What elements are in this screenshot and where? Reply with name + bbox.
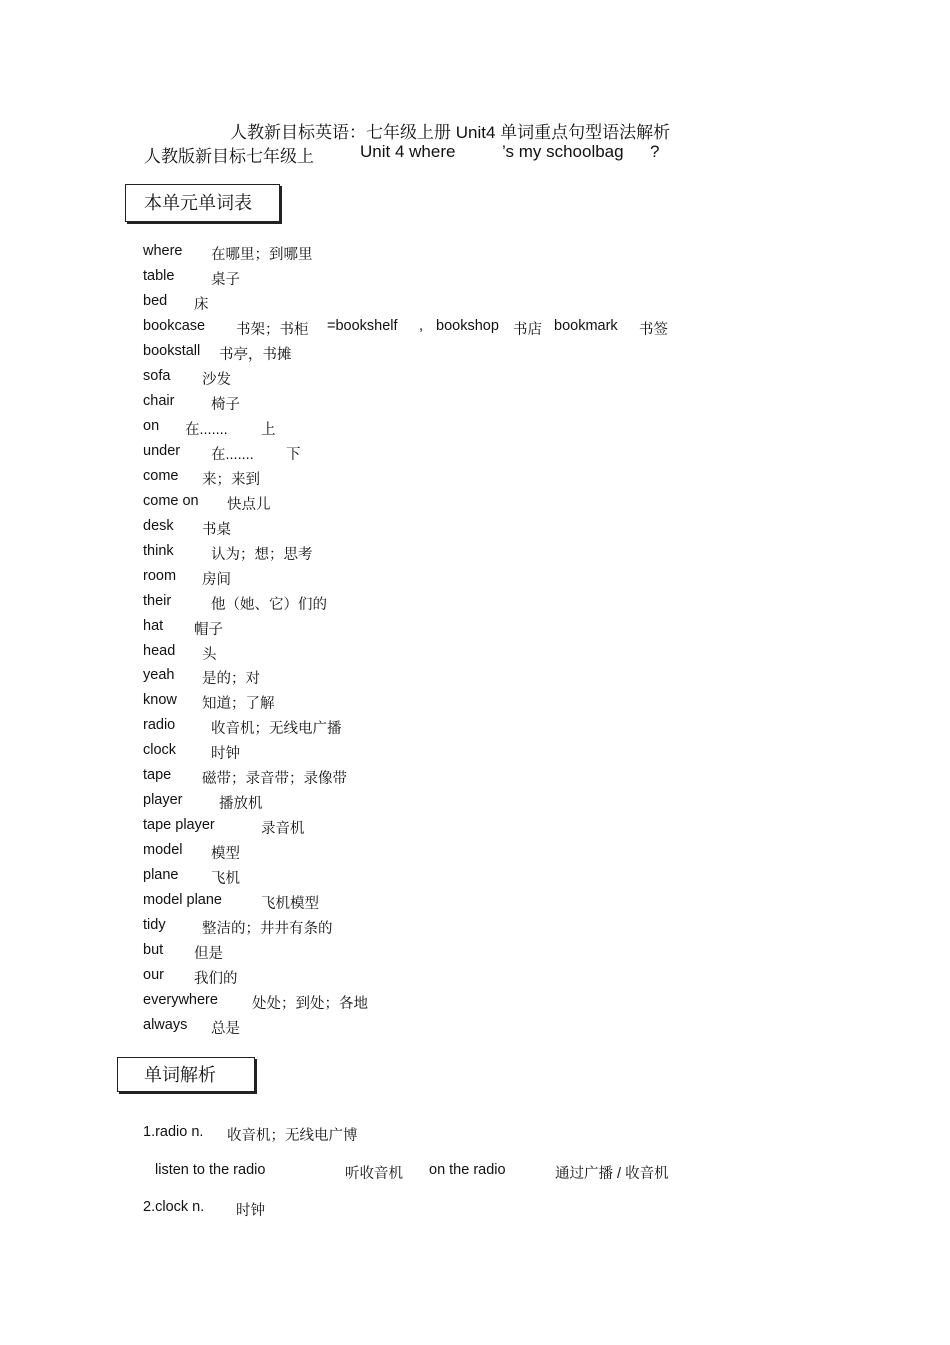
vocab-meaning: 认为；想；思考 xyxy=(211,546,313,563)
vocab-extra: , xyxy=(419,317,424,334)
vocab-word: their xyxy=(143,592,172,609)
vocab-word: head xyxy=(143,642,176,659)
vocab-meaning: 书亭，书摊 xyxy=(219,346,292,363)
vocab-meaning: 是的；对 xyxy=(202,671,260,688)
vocab-meaning: 房间 xyxy=(202,571,231,588)
vocab-meaning: 椅子 xyxy=(211,396,240,413)
vocab-word: player xyxy=(143,792,183,809)
phrase-meaning: 听收音机 xyxy=(345,1166,403,1182)
vocab-word: yeah xyxy=(143,667,175,684)
vocab-extra: 书签 xyxy=(639,321,668,338)
vocab-meaning: 飞机 xyxy=(211,871,240,888)
section-heading-vocab: 本单元单词表 xyxy=(125,184,280,222)
vocab-word: hat xyxy=(143,617,164,634)
vocab-word: radio xyxy=(143,717,176,734)
vocab-extra: bookshop xyxy=(436,317,499,334)
vocab-meaning: 在....... xyxy=(185,421,228,438)
vocab-meaning: 整洁的；井井有条的 xyxy=(202,921,333,938)
phrase-meaning: 通过广播 / 收音机 xyxy=(555,1166,669,1182)
analysis-meaning: 时钟 xyxy=(236,1203,265,1219)
vocab-word: our xyxy=(143,967,164,984)
subtitle-part-1: 人教版新目标七年级上 xyxy=(144,147,314,166)
analysis-head: 2.clock n. xyxy=(143,1199,205,1215)
vocab-word: where xyxy=(143,243,183,259)
vocab-word: bookstall xyxy=(143,342,201,359)
vocab-word: bookcase xyxy=(143,317,206,334)
vocab-word: tape xyxy=(143,767,172,784)
vocab-meaning-suffix: 下 xyxy=(286,446,301,463)
vocab-word: under xyxy=(143,442,181,459)
vocab-word: always xyxy=(143,1017,188,1034)
vocab-word: model xyxy=(143,842,183,859)
vocab-word: desk xyxy=(143,517,174,534)
page-title: 人教新目标英语：七年级上册 Unit4 单词重点句型语法解析 xyxy=(230,123,671,142)
vocab-word: know xyxy=(143,692,177,709)
vocab-meaning: 但是 xyxy=(194,946,223,963)
vocab-meaning: 收音机；无线电广播 xyxy=(211,721,342,738)
vocab-meaning: 知道；了解 xyxy=(202,696,275,713)
vocab-meaning: 录音机 xyxy=(261,821,305,838)
phrase-on-the-radio: on the radio xyxy=(429,1162,506,1178)
subtitle-part-3: ’s my schoolbag xyxy=(502,142,624,161)
vocab-meaning: 播放机 xyxy=(219,796,263,813)
vocab-meaning: 模型 xyxy=(211,846,240,863)
vocab-meaning: 快点儿 xyxy=(227,496,271,513)
subtitle-part-2: Unit 4 where xyxy=(360,142,456,161)
vocab-word: room xyxy=(143,567,177,584)
section-heading-analysis: 单词解析 xyxy=(117,1057,255,1092)
vocab-word: think xyxy=(143,542,174,559)
vocab-meaning: 沙发 xyxy=(202,371,231,388)
vocab-meaning: 在哪里；到哪里 xyxy=(211,247,313,263)
analysis-meaning: 收音机；无线电广博 xyxy=(227,1128,358,1144)
vocab-word: come on xyxy=(143,492,199,509)
analysis-head: 1.radio n. xyxy=(143,1124,204,1140)
vocab-meaning: 来；来到 xyxy=(202,471,260,488)
vocab-extra: bookmark xyxy=(554,317,618,334)
vocab-meaning: 书桌 xyxy=(202,521,231,538)
vocab-extra: =bookshelf xyxy=(327,317,398,334)
vocab-word: clock xyxy=(143,742,177,759)
vocab-word: sofa xyxy=(143,367,171,384)
vocab-word: but xyxy=(143,942,164,959)
vocab-meaning: 他（她、它）们的 xyxy=(211,596,327,613)
vocab-meaning: 总是 xyxy=(211,1021,240,1038)
vocab-meaning-suffix: 上 xyxy=(261,421,276,438)
vocab-word: plane xyxy=(143,867,179,884)
vocab-meaning: 桌子 xyxy=(211,271,240,288)
vocab-meaning: 头 xyxy=(202,646,217,663)
vocab-word: table xyxy=(143,267,175,284)
vocab-meaning: 在....... xyxy=(211,446,254,463)
vocab-meaning: 书架；书柜 xyxy=(236,321,309,338)
vocab-meaning: 处处；到处；各地 xyxy=(252,996,368,1013)
vocab-meaning: 我们的 xyxy=(194,971,238,988)
vocab-word: come xyxy=(143,467,179,484)
vocab-meaning: 时钟 xyxy=(211,746,240,763)
vocab-meaning: 帽子 xyxy=(194,621,223,638)
vocab-word: tape player xyxy=(143,817,215,834)
subtitle-part-4: ? xyxy=(650,142,660,161)
vocab-word: on xyxy=(143,417,160,434)
vocab-word: model plane xyxy=(143,892,222,909)
vocab-meaning: 磁带；录音带；录像带 xyxy=(202,771,347,788)
vocab-word: bed xyxy=(143,292,168,309)
vocab-extra: 书店 xyxy=(513,321,542,338)
vocab-word: tidy xyxy=(143,917,166,934)
vocab-meaning: 床 xyxy=(194,296,209,313)
vocab-word: everywhere xyxy=(143,992,218,1009)
phrase-listen-to-the-radio: listen to the radio xyxy=(155,1162,266,1178)
vocab-meaning: 飞机模型 xyxy=(261,896,319,913)
vocab-word: chair xyxy=(143,392,175,409)
